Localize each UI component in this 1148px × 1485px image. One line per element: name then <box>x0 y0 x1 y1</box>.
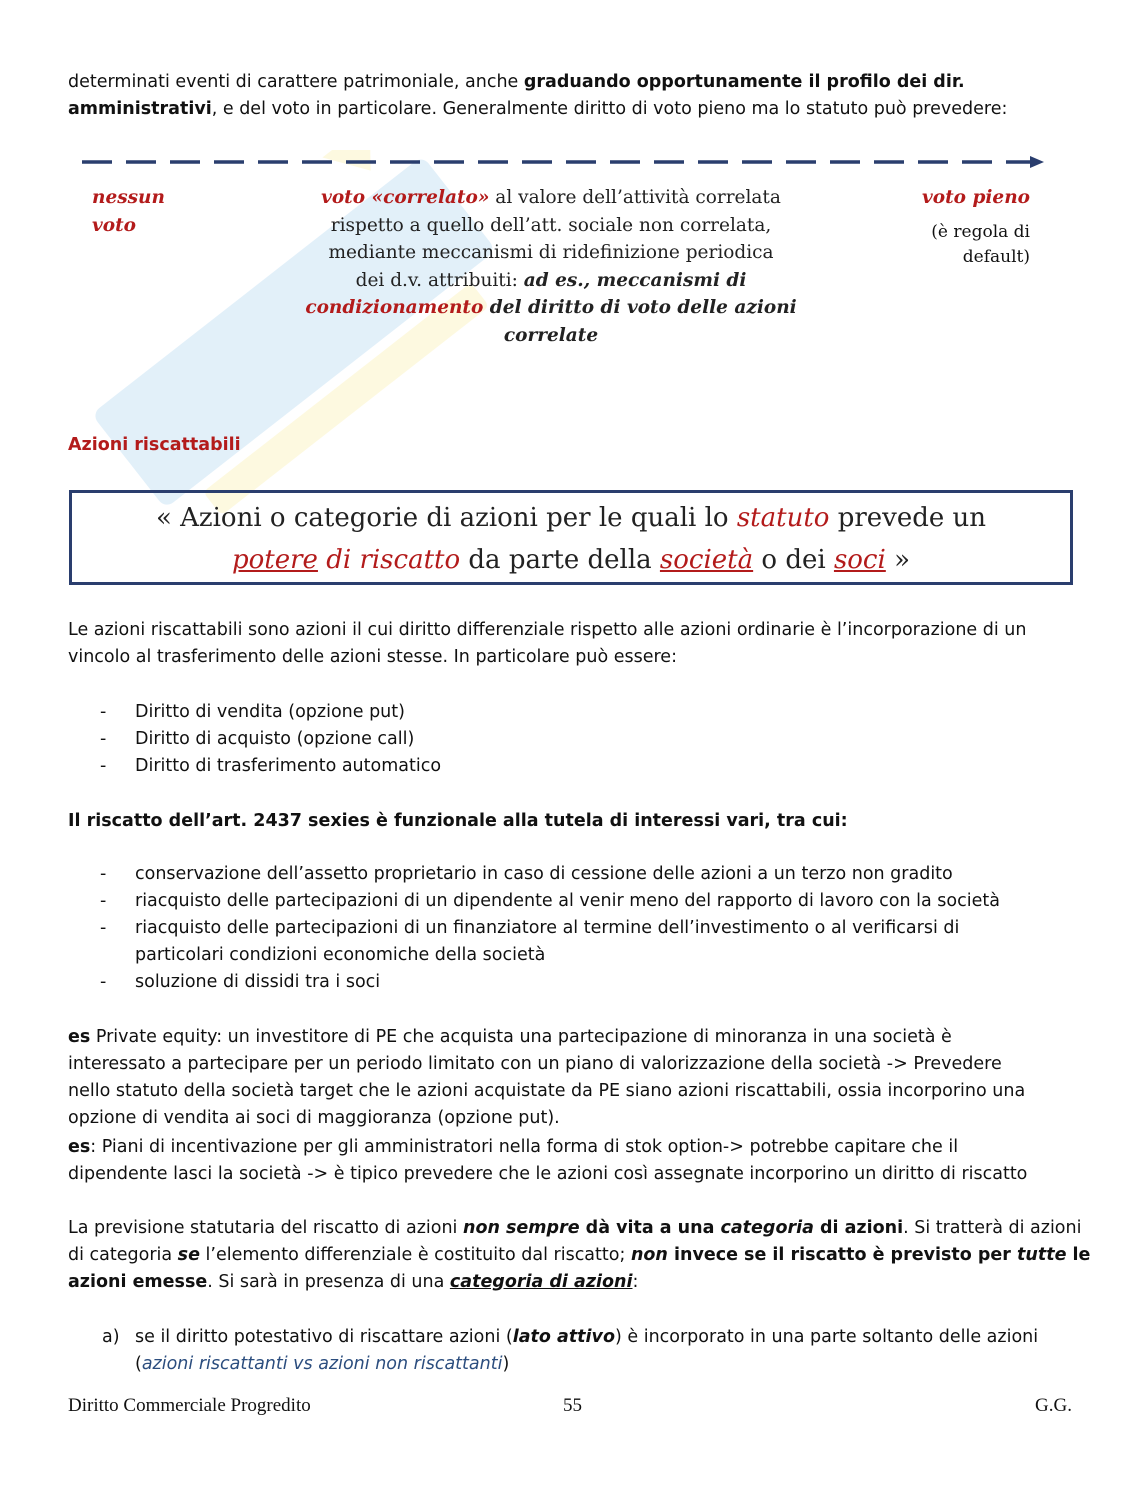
condizionamento-label: condizionamento <box>305 297 484 318</box>
definition-text: o dei <box>753 545 834 575</box>
example-line: opzione di vendita ai soci di maggioranza (opzione put). <box>68 1108 560 1128</box>
intro-bold: graduando opportunamente il profilo dei dir. <box>523 72 965 92</box>
example-text: : Piani di incentivazione per gli amministratori nella forma di stok option-> potrebbe capitare che il <box>90 1137 959 1157</box>
intro-line-1 <box>68 69 965 96</box>
paragraph-bold-italic: categoria di azioni <box>449 1272 633 1292</box>
paragraph-bold-italic: categoria <box>720 1218 814 1238</box>
diagram-center-line: rispetto a quello dell’att. sociale non correlata, <box>330 214 772 236</box>
paragraph-bold-italic: tutte <box>1017 1245 1067 1265</box>
diagram-right-line: default) <box>962 246 1030 267</box>
list-item: - riacquisto delle partecipazioni di un dipendente al venir meno del rapporto di lavoro con la società <box>100 888 1000 915</box>
voto-pieno-label: voto pieno <box>922 187 1030 208</box>
intro-line-2 <box>68 96 1007 123</box>
item-line <box>135 1324 1038 1351</box>
diagram-left <box>92 184 165 239</box>
diagram-text: dei d.v. attribuiti: <box>355 269 524 291</box>
paragraph-bold-italic: non sempre <box>462 1218 580 1238</box>
paragraph-text: . Si tratterà di azioni <box>903 1218 1082 1238</box>
definition-highlight: di riscatto <box>317 545 461 575</box>
paragraph-text: La previsione statutaria del riscatto di azioni <box>68 1218 463 1238</box>
intro-text: , e del voto in particolare. Generalmente diritto di voto pieno ma lo statuto può prevedere: <box>211 99 1008 119</box>
diagram-right <box>880 184 1030 270</box>
example-line: dipendente lasci la società -> è tipico prevedere che le azioni così assegnate incorporino un diritto di riscatto <box>68 1164 1028 1184</box>
diagram-center-line <box>300 294 802 322</box>
item-marker: a) <box>102 1327 120 1347</box>
diagram-text: al valore dell’attività correlata <box>489 187 781 208</box>
diagram-left-line: nessun <box>92 187 165 208</box>
definition-highlight: soci <box>833 545 886 575</box>
intro-bold: amministrativi <box>68 99 212 119</box>
voto-correlato-label: voto «correlato» <box>321 187 490 208</box>
diagram-bold-italic: del diritto di voto delle azioni <box>483 297 797 318</box>
definition-text: « Azioni o categorie di azioni per le quali lo <box>155 503 737 533</box>
section-title: Azioni riscattabili <box>68 435 241 455</box>
list-interests <box>100 861 1000 996</box>
diagram-center <box>300 184 802 349</box>
paragraph-line <box>68 1215 1081 1242</box>
example-text: Private equity: un investitore di PE che acquista una partecipazione di minoranza in una società è <box>90 1027 952 1047</box>
paragraph-bold-italic: non <box>630 1245 668 1265</box>
paragraph-line <box>68 1242 1090 1269</box>
paragraph-line: vincolo al trasferimento delle azioni stesse. In particolare può essere: <box>68 647 677 667</box>
intro-text: determinati eventi di carattere patrimoniale, anche <box>68 72 524 92</box>
page-number: 55 <box>563 1395 582 1416</box>
paragraph-line: Le azioni riscattabili sono azioni il cui diritto differenziale rispetto alle azioni ordinarie è l’incorporazione di un <box>68 620 1027 640</box>
diagram-center-line <box>300 184 802 212</box>
paragraph-text: di categoria <box>68 1245 178 1265</box>
example-line: interessato a partecipare per un periodo limitato con un piano di valorizzazione della società -> Prevedere <box>68 1054 1002 1074</box>
item-text: ) è incorporato in una parte soltanto delle azioni <box>614 1327 1039 1347</box>
list-item: - soluzione di dissidi tra i soci <box>100 969 1000 996</box>
example-line <box>68 1024 952 1051</box>
paragraph-bold: azioni emesse <box>68 1272 208 1292</box>
paragraph-line <box>68 1269 638 1296</box>
list-item: - Diritto di vendita (opzione put) <box>100 699 441 726</box>
example-label: es <box>68 1137 91 1157</box>
item-text: ( <box>135 1354 142 1374</box>
list-item-continuation: particolari condizioni economiche della società <box>135 945 546 965</box>
item-bold-italic: lato attivo <box>512 1327 615 1347</box>
definition-highlight: potere <box>232 545 318 575</box>
list-item: - riacquisto delle partecipazioni di un finanziatore al termine dell’investimento o al verificarsi di <box>100 915 1000 942</box>
example-label: es <box>68 1027 91 1047</box>
diagram-left-line: voto <box>92 214 136 236</box>
definition-highlight: statuto <box>736 503 830 533</box>
paragraph-bold: le <box>1066 1245 1091 1265</box>
paragraph-bold: di azioni <box>813 1218 904 1238</box>
paragraph-text: : <box>632 1272 639 1292</box>
definition-highlight: società <box>659 545 754 575</box>
footer-author: G.G. <box>1035 1395 1072 1416</box>
definition-text: » <box>885 545 910 575</box>
list-item: - Diritto di trasferimento automatico <box>100 753 441 780</box>
item-line <box>135 1351 509 1378</box>
diagram-center-line: correlate <box>503 324 599 346</box>
item-text: se il diritto potestativo di riscattare azioni ( <box>135 1327 513 1347</box>
definition-text: da parte della <box>460 545 660 575</box>
paragraph-text: . Si sarà in presenza di una <box>207 1272 450 1292</box>
list-item: - Diritto di acquisto (opzione call) <box>100 726 441 753</box>
example-line: nello statuto della società target che le azioni acquistate da PE siano azioni riscattabili, ossia incorporino una <box>68 1081 1026 1101</box>
paragraph-bold: dà vita a una <box>579 1218 721 1238</box>
dashed-arrow <box>82 152 1044 172</box>
item-italic-blue: azioni riscattanti vs azioni non riscattanti <box>141 1354 503 1374</box>
definition-text: prevede un <box>829 503 987 533</box>
diagram-right-line: (è regola di <box>931 221 1030 242</box>
diagram-bold-italic: ad es., meccanismi di <box>523 269 747 291</box>
bold-heading: Il riscatto dell’art. 2437 sexies è funzionale alla tutela di interessi vari, tra cui: <box>68 811 848 831</box>
list-item: - conservazione dell’assetto proprietario in caso di cessione delle azioni a un terzo non gradito <box>100 861 1000 888</box>
example-line <box>68 1134 958 1161</box>
definition-line-1 <box>72 497 1070 539</box>
diagram-center-line <box>300 267 802 295</box>
definition-line-2 <box>72 539 1070 581</box>
diagram-center-line: mediante meccanismi di ridefinizione periodica <box>328 242 774 263</box>
item-text: ) <box>502 1354 510 1374</box>
paragraph-bold: invece se il riscatto è previsto per <box>667 1245 1018 1265</box>
paragraph-bold-italic: se <box>177 1245 200 1265</box>
list-rights <box>100 699 441 780</box>
paragraph-text: l’elemento differenziale è costituito dal riscatto; <box>199 1245 631 1265</box>
definition-box <box>69 490 1073 585</box>
footer-title: Diritto Commerciale Progredito <box>68 1395 311 1416</box>
